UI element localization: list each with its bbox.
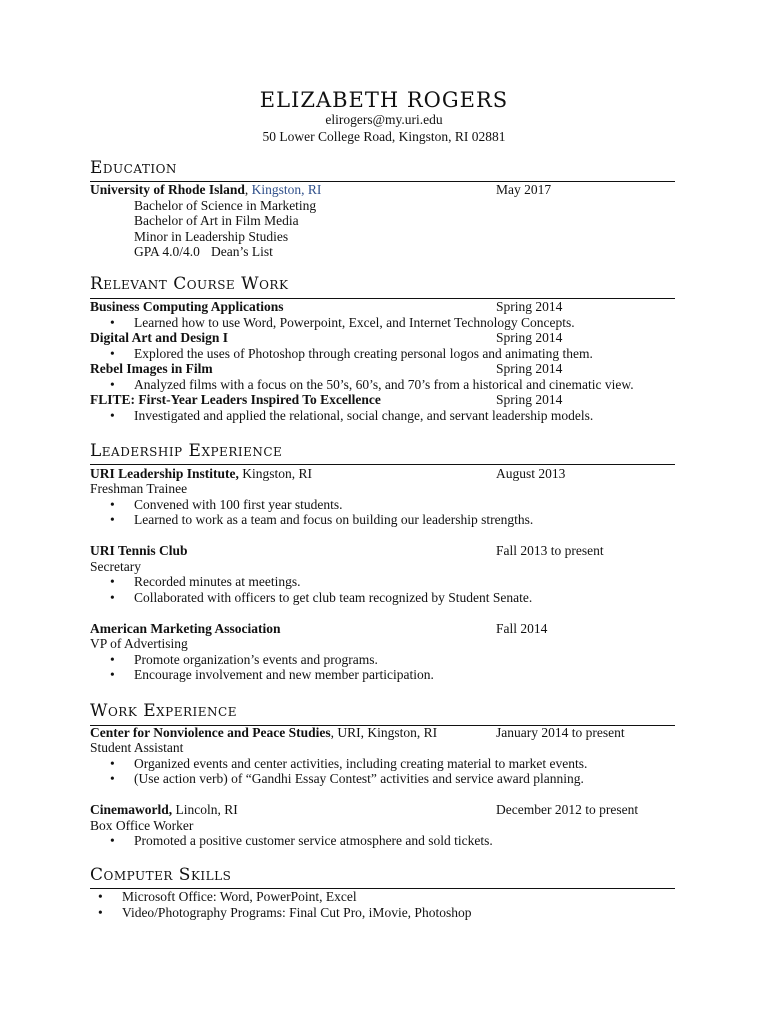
section-title-work: Work Experience	[90, 701, 237, 721]
course-bullet: • Investigated and applied the relational, social change, and servant leadership models.	[110, 408, 594, 423]
course-name: Digital Art and Design I	[90, 330, 229, 345]
resume-name: ELIZABETH ROGERS	[259, 88, 509, 112]
org-line: American Marketing Association	[90, 621, 281, 636]
gpa: GPA 4.0/4.0	[134, 244, 200, 259]
role: Box Office Worker	[90, 818, 194, 833]
bullet-item: • Convened with 100 first year students.	[110, 497, 343, 512]
section-divider	[90, 464, 675, 465]
course-bullet: • Analyzed films with a focus on the 50’s, 60’s, and 70’s from a historical and cinematic view.	[110, 377, 634, 392]
org-date: Fall 2013 to present	[496, 543, 604, 558]
org-date: Fall 2014	[496, 621, 548, 636]
org-line: URI Tennis Club	[90, 543, 188, 558]
bullet-item: • Promote organization’s events and programs.	[110, 652, 378, 667]
org-date: August 2013	[496, 466, 566, 481]
bullet-item: • Recorded minutes at meetings.	[110, 574, 301, 589]
role: VP of Advertising	[90, 636, 188, 651]
org-date: January 2014 to present	[496, 725, 625, 740]
org-date: December 2012 to present	[496, 802, 639, 817]
bullet-item: • Encourage involvement and new member participation.	[110, 667, 434, 682]
course-bullet: • Learned how to use Word, Powerpoint, Excel, and Internet Technology Concepts.	[110, 315, 575, 330]
bullet-item: • Learned to work as a team and focus on building our leadership strengths.	[110, 512, 534, 527]
org-line: Cinemaworld, Lincoln, RI	[90, 802, 238, 817]
school-location: Kingston, RI	[251, 182, 322, 197]
course-name: Business Computing Applications	[90, 299, 284, 314]
section-title-skills: Computer Skills	[90, 865, 232, 885]
bullet-item: • (Use action verb) of “Gandhi Essay Contest” activities and service award planning.	[110, 771, 584, 786]
skill-item: • Microsoft Office: Word, PowerPoint, Excel	[98, 889, 357, 904]
role: Freshman Trainee	[90, 481, 188, 496]
bullet-item: • Organized events and center activities, including creating material to market events.	[110, 756, 588, 771]
degree-1: Bachelor of Science in Marketing	[134, 198, 317, 213]
course-date: Spring 2014	[496, 361, 563, 376]
section-title-leadership: Leadership Experience	[90, 441, 283, 461]
skill-item: • Video/Photography Programs: Final Cut Pro, iMovie, Photoshop	[98, 905, 472, 920]
org-line: Center for Nonviolence and Peace Studies, URI, Kingston, RI	[90, 725, 438, 740]
address: 50 Lower College Road, Kingston, RI 02881	[262, 129, 506, 144]
course-name: FLITE: First-Year Leaders Inspired To Excellence	[90, 392, 381, 407]
bullet-item: • Promoted a positive customer service atmosphere and sold tickets.	[110, 833, 493, 848]
section-title-education: Education	[90, 158, 177, 178]
school-line: University of Rhode Island, Kingston, RI	[90, 182, 322, 197]
course-date: Spring 2014	[496, 299, 563, 314]
role: Secretary	[90, 559, 141, 574]
honors: Dean’s List	[211, 244, 273, 259]
section-title-coursework: Relevant Course Work	[90, 274, 289, 294]
role: Student Assistant	[90, 740, 184, 755]
email: elirogers@my.uri.edu	[325, 112, 443, 127]
org-line: URI Leadership Institute, Kingston, RI	[90, 466, 313, 481]
degree-2: Bachelor of Art in Film Media	[134, 213, 299, 228]
school-name: University of Rhode Island	[90, 182, 245, 197]
course-bullet: • Explored the uses of Photoshop through creating personal logos and animating them.	[110, 346, 593, 361]
course-date: Spring 2014	[496, 392, 563, 407]
course-date: Spring 2014	[496, 330, 563, 345]
bullet-item: • Collaborated with officers to get club team recognized by Student Senate.	[110, 590, 533, 605]
minor: Minor in Leadership Studies	[134, 229, 289, 244]
education-date: May 2017	[496, 182, 552, 197]
course-name: Rebel Images in Film	[90, 361, 213, 376]
